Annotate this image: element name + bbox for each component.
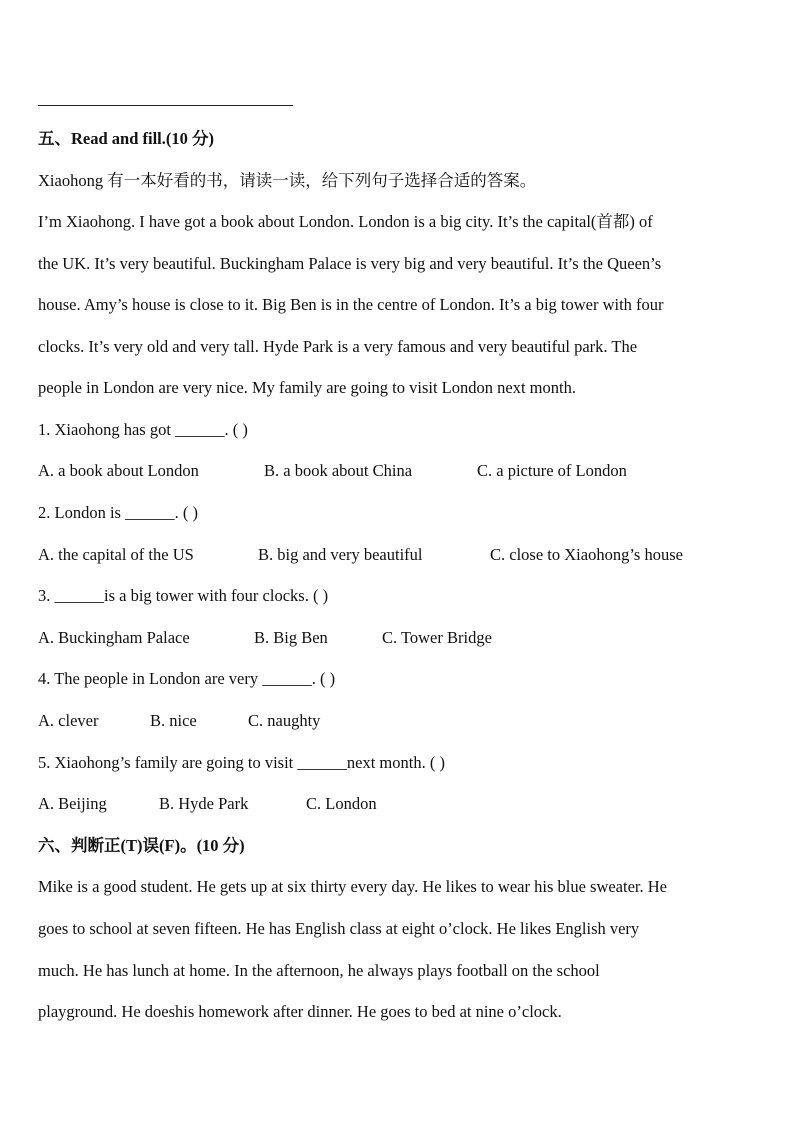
passage-line: I’m Xiaohong. I have got a book about London. London is a big city. It’s the capital(首都) of: [38, 212, 653, 231]
option-a[interactable]: A. Buckingham Palace: [38, 628, 190, 647]
passage-line: house. Amy’s house is close to it. Big Ben is in the centre of London. It’s a big tower with four: [38, 295, 664, 314]
question-2-options: [38, 545, 683, 565]
option-a[interactable]: A. a book about London: [38, 461, 199, 480]
passage-line: clocks. It’s very old and very tall. Hyde Park is a very famous and very beautiful park. The: [38, 337, 638, 356]
question-5: 5. Xiaohong’s family are going to visit ______next month. ( ): [38, 753, 445, 772]
question-5-options: [38, 794, 377, 814]
passage-line: people in London are very nice. My family are going to visit London next month.: [38, 378, 576, 397]
question-1: 1. Xiaohong has got ______. ( ): [38, 420, 248, 439]
option-a[interactable]: A. the capital of the US: [38, 545, 194, 564]
passage-line: playground. He doeshis homework after dinner. He goes to bed at nine o’clock.: [38, 1002, 562, 1021]
option-b[interactable]: B. a book about China: [264, 461, 413, 480]
passage-line: goes to school at seven fifteen. He has English class at eight o’clock. He likes English very: [38, 919, 640, 938]
passage-line: much. He has lunch at home. In the afternoon, he always plays football on the school: [38, 961, 600, 980]
section5-title: 五、Read and fill.(10 分): [38, 129, 215, 148]
option-c[interactable]: C. a picture of London: [477, 461, 627, 480]
section5-instruction: Xiaohong 有一本好看的书，请读一读，给下列句子选择合适的答案。: [38, 171, 537, 190]
question-4-options: [38, 711, 320, 731]
option-b[interactable]: B. Big Ben: [254, 628, 328, 647]
option-a[interactable]: A. clever: [38, 711, 99, 730]
option-c[interactable]: C. naughty: [248, 711, 321, 730]
option-b[interactable]: B. nice: [150, 711, 197, 730]
passage-line: the UK. It’s very beautiful. Buckingham Palace is very big and very beautiful. It’s the Queen’s: [38, 254, 662, 273]
question-3: 3. ______is a big tower with four clocks. ( ): [38, 586, 329, 605]
passage-line: Mike is a good student. He gets up at six thirty every day. He likes to wear his blue sweater. He: [38, 877, 667, 896]
question-2: 2. London is ______. ( ): [38, 503, 198, 522]
option-c[interactable]: C. close to Xiaohong’s house: [490, 545, 683, 564]
question-3-options: [38, 628, 492, 648]
option-c[interactable]: C. London: [306, 794, 377, 813]
question-4: 4. The people in London are very ______. ( ): [38, 669, 336, 688]
top-rule: [38, 105, 293, 106]
option-b[interactable]: B. big and very beautiful: [258, 545, 423, 564]
section6-title: 六、判断正(T)误(F)。(10 分): [38, 836, 245, 855]
option-a[interactable]: A. Beijing: [38, 794, 107, 813]
option-b[interactable]: B. Hyde Park: [159, 794, 249, 813]
option-c[interactable]: C. Tower Bridge: [382, 628, 492, 647]
question-1-options: [38, 461, 627, 481]
